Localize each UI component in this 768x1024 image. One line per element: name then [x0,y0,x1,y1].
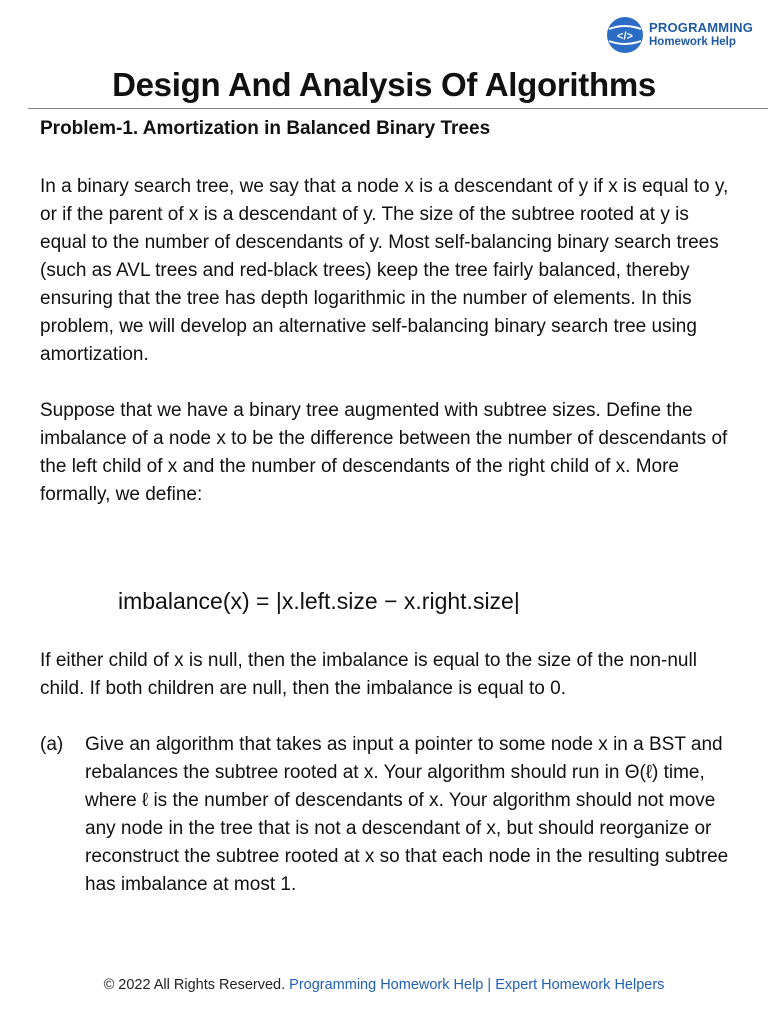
brand-logo [605,12,763,58]
paragraph-definition: In a binary search tree, we say that a node x is a descendant of y if x is equal to y, or if the parent of x is a descendant of y. The size of the subtree rooted at y is equal to the number of descendants of y. Most self-balancing binary search trees (such as AVL trees and red-black trees) keep the tree fairly balanced, thereby ensuring that the tree has depth logarithmic in the number of elements. In this problem, we will develop an alternative self-balancing binary search tree using amortization. [40,176,729,365]
question-item-label: (a) [40,734,64,755]
footer-separator: | [487,977,492,993]
footer-link-expert-homework-helpers[interactable]: Expert Homework Helpers [495,977,665,993]
brand-name [649,20,753,50]
paragraph-imbalance: Suppose that we have a binary tree augmented with subtree sizes. Define the imbalance of a node x to be the difference between the number of descendants of the left child of x and the number of descendants of the right child of x. More formally, we define: [40,400,728,505]
svg-text:</>: </> [617,30,633,43]
footer-link-programming-homework-help[interactable]: Programming Homework Help [289,977,484,993]
page-footer [0,977,768,993]
footer-copyright: © 2022 All Rights Reserved. [103,977,286,993]
imbalance-formula: imbalance(x) = |x.left.size − x.right.size| [118,588,520,614]
paragraph-null-children: If either child of x is null, then the imbalance is equal to the size of the non-null child. If both children are null, then the imbalance is equal to 0. [40,650,697,699]
title-divider [28,108,768,109]
question-item-a [40,731,740,899]
brand-name-line1: PROGRAMMING [649,20,754,35]
page-title: Design And Analysis Of Algorithms [112,66,656,103]
brand-name-line2: Homework Help [649,36,736,48]
code-brackets-globe-icon [605,15,645,55]
problem-heading: Problem-1. Amortization in Balanced Binary Trees [40,118,491,139]
question-item-text: Give an algorithm that takes as input a pointer to some node x in a BST and rebalances the subtree rooted at x. Your algorithm should run in Θ(ℓ) time, where ℓ is the number of descendants of x. Your algorithm should not move any node in the tree that is not a descendant of x, but should reorganize or reconstruct the subtree rooted at x so that each node in the resulting subtree has imbalance at most 1. [85,734,729,895]
